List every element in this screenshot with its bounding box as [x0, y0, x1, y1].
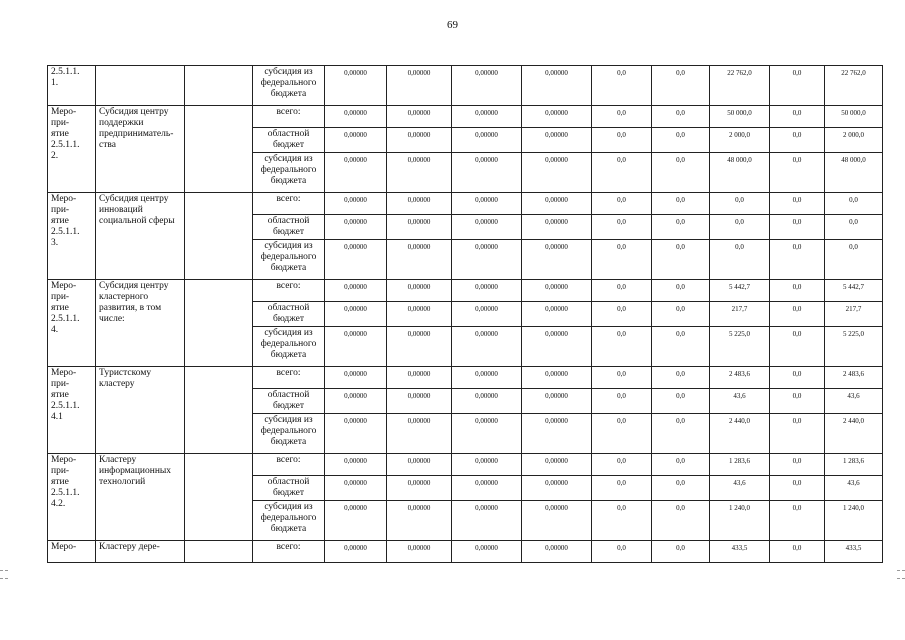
value-cell: 0,00000 [325, 541, 387, 563]
value-cell: 0,0 [652, 66, 710, 106]
activity-code: Меро- при- ятие 2.5.1.1. 3. [48, 193, 96, 280]
value-cell: 5 442,7 [825, 280, 883, 302]
right-edge-mark [897, 578, 905, 579]
value-cell: 0,0 [770, 476, 825, 501]
value-cell: 0,00000 [325, 128, 387, 153]
activity-code: Меро- при- ятие 2.5.1.1. 4.1 [48, 367, 96, 454]
funding-source: субсидия из федерального бюджета [253, 240, 325, 280]
value-cell: 0,0 [592, 153, 652, 193]
value-cell: 0,0 [770, 153, 825, 193]
value-cell: 5 225,0 [710, 327, 770, 367]
table-row [48, 454, 883, 476]
value-cell: 0,00000 [452, 367, 522, 389]
value-cell: 0,0 [770, 193, 825, 215]
value-cell: 0,00000 [452, 414, 522, 454]
value-cell: 0,0 [652, 193, 710, 215]
activity-code: Меро- [48, 541, 96, 563]
left-edge-mark [0, 578, 8, 579]
value-cell: 0,00000 [325, 153, 387, 193]
value-cell: 0,0 [652, 280, 710, 302]
funding-source: субсидия из федерального бюджета [253, 501, 325, 541]
activity-name: Кластеру информационных технологий [96, 454, 185, 541]
value-cell: 0,0 [652, 541, 710, 563]
value-cell: 0,0 [652, 389, 710, 414]
value-cell: 0,0 [652, 302, 710, 327]
value-cell: 0,00000 [452, 389, 522, 414]
value-cell: 0,0 [592, 389, 652, 414]
value-cell: 0,00000 [325, 240, 387, 280]
value-cell: 0,00000 [325, 193, 387, 215]
value-cell: 0,0 [770, 66, 825, 106]
value-cell: 0,0 [770, 240, 825, 280]
value-cell: 0,00000 [387, 476, 452, 501]
table-row [48, 367, 883, 389]
value-cell: 0,00000 [387, 66, 452, 106]
value-cell: 0,0 [652, 454, 710, 476]
value-cell: 0,00000 [452, 215, 522, 240]
value-cell: 0,00000 [325, 414, 387, 454]
empty-cell [185, 106, 253, 193]
funding-source: областной бюджет [253, 128, 325, 153]
value-cell: 0,0 [825, 215, 883, 240]
value-cell: 0,0 [592, 501, 652, 541]
funding-source: субсидия из федерального бюджета [253, 153, 325, 193]
table-row [48, 106, 883, 128]
value-cell: 2 440,0 [710, 414, 770, 454]
value-cell: 0,0 [592, 414, 652, 454]
value-cell: 0,00000 [522, 302, 592, 327]
activity-code: Меро- при- ятие 2.5.1.1. 4. [48, 280, 96, 367]
value-cell: 0,00000 [452, 153, 522, 193]
value-cell: 1 283,6 [825, 454, 883, 476]
activity-name: Субсидия центру кластерного развития, в том числе: [96, 280, 185, 367]
value-cell: 0,0 [710, 240, 770, 280]
funding-source: всего: [253, 541, 325, 563]
value-cell: 0,00000 [522, 215, 592, 240]
value-cell: 0,00000 [522, 240, 592, 280]
value-cell: 0,00000 [522, 454, 592, 476]
value-cell: 5 442,7 [710, 280, 770, 302]
funding-source: всего: [253, 367, 325, 389]
value-cell: 0,00000 [522, 66, 592, 106]
value-cell: 0,00000 [522, 153, 592, 193]
funding-source: субсидия из федерального бюджета [253, 414, 325, 454]
value-cell: 43,6 [710, 476, 770, 501]
value-cell: 0,00000 [325, 367, 387, 389]
funding-source: областной бюджет [253, 476, 325, 501]
value-cell: 0,0 [652, 501, 710, 541]
value-cell: 0,00000 [452, 454, 522, 476]
funding-source: областной бюджет [253, 215, 325, 240]
empty-cell [185, 454, 253, 541]
funding-source: всего: [253, 280, 325, 302]
value-cell: 43,6 [825, 476, 883, 501]
value-cell: 0,00000 [522, 367, 592, 389]
value-cell: 43,6 [710, 389, 770, 414]
value-cell: 0,00000 [522, 280, 592, 302]
value-cell: 0,0 [592, 193, 652, 215]
value-cell: 0,00000 [452, 476, 522, 501]
funding-source: субсидия из федерального бюджета [253, 327, 325, 367]
value-cell: 0,0 [770, 541, 825, 563]
value-cell: 0,00000 [452, 327, 522, 367]
value-cell: 433,5 [710, 541, 770, 563]
value-cell: 0,00000 [522, 414, 592, 454]
value-cell: 50 000,0 [710, 106, 770, 128]
value-cell: 0,00000 [387, 302, 452, 327]
value-cell: 0,00000 [522, 476, 592, 501]
page-number: 69 [447, 19, 458, 31]
value-cell: 0,0 [592, 128, 652, 153]
value-cell: 0,0 [710, 215, 770, 240]
value-cell: 0,00000 [387, 541, 452, 563]
value-cell: 0,0 [592, 215, 652, 240]
value-cell: 0,00000 [325, 302, 387, 327]
value-cell: 2 000,0 [825, 128, 883, 153]
empty-cell [185, 280, 253, 367]
value-cell: 0,0 [825, 193, 883, 215]
value-cell: 0,00000 [325, 66, 387, 106]
value-cell: 0,00000 [522, 128, 592, 153]
value-cell: 0,0 [770, 280, 825, 302]
value-cell: 22 762,0 [710, 66, 770, 106]
funding-source: субсидия из федерального бюджета [253, 66, 325, 106]
value-cell: 0,00000 [387, 215, 452, 240]
value-cell: 0,0 [770, 327, 825, 367]
value-cell: 22 762,0 [825, 66, 883, 106]
value-cell: 0,00000 [452, 106, 522, 128]
value-cell: 0,0 [592, 476, 652, 501]
value-cell: 0,0 [770, 454, 825, 476]
value-cell: 5 225,0 [825, 327, 883, 367]
value-cell: 0,0 [652, 476, 710, 501]
table-row [48, 541, 883, 563]
activity-name: Кластеру дере- [96, 541, 185, 563]
value-cell: 0,00000 [452, 280, 522, 302]
value-cell: 0,00000 [522, 541, 592, 563]
value-cell: 0,00000 [325, 106, 387, 128]
value-cell: 0,0 [770, 389, 825, 414]
funding-source: всего: [253, 106, 325, 128]
activity-code: Меро- при- ятие 2.5.1.1. 4.2. [48, 454, 96, 541]
empty-cell [185, 541, 253, 563]
funding-source: областной бюджет [253, 389, 325, 414]
value-cell: 0,00000 [325, 280, 387, 302]
value-cell: 0,0 [592, 302, 652, 327]
value-cell: 0,0 [770, 128, 825, 153]
value-cell: 0,00000 [387, 106, 452, 128]
activity-name: Субсидия центру поддержки предпринимательства [96, 106, 185, 193]
value-cell: 0,0 [652, 367, 710, 389]
value-cell: 1 283,6 [710, 454, 770, 476]
empty-cell [185, 193, 253, 280]
value-cell: 0,00000 [387, 240, 452, 280]
value-cell: 0,0 [592, 106, 652, 128]
activity-name: Субсидия центру инноваций социальной сферы [96, 193, 185, 280]
value-cell: 0,00000 [452, 302, 522, 327]
value-cell: 0,00000 [452, 541, 522, 563]
value-cell: 48 000,0 [710, 153, 770, 193]
activity-name [96, 66, 185, 106]
funding-source: областной бюджет [253, 302, 325, 327]
value-cell: 0,0 [652, 327, 710, 367]
value-cell: 0,00000 [452, 240, 522, 280]
value-cell: 1 240,0 [825, 501, 883, 541]
value-cell: 0,00000 [325, 454, 387, 476]
value-cell: 0,00000 [387, 128, 452, 153]
value-cell: 217,7 [710, 302, 770, 327]
value-cell: 0,00000 [325, 215, 387, 240]
value-cell: 0,00000 [522, 501, 592, 541]
value-cell: 0,0 [652, 153, 710, 193]
value-cell: 0,0 [770, 367, 825, 389]
value-cell: 0,0 [770, 501, 825, 541]
value-cell: 0,00000 [387, 153, 452, 193]
value-cell: 2 483,6 [825, 367, 883, 389]
value-cell: 0,00000 [452, 193, 522, 215]
value-cell: 0,00000 [387, 367, 452, 389]
left-edge-mark [0, 570, 8, 571]
value-cell: 0,00000 [325, 389, 387, 414]
right-edge-mark [897, 570, 905, 571]
table-row [48, 66, 883, 106]
value-cell: 0,0 [770, 302, 825, 327]
value-cell: 0,00000 [452, 66, 522, 106]
value-cell: 0,0 [592, 454, 652, 476]
value-cell: 0,00000 [387, 501, 452, 541]
table-row [48, 280, 883, 302]
value-cell: 0,00000 [325, 501, 387, 541]
table-row [48, 193, 883, 215]
value-cell: 0,00000 [522, 327, 592, 367]
value-cell: 2 483,6 [710, 367, 770, 389]
value-cell: 0,0 [652, 240, 710, 280]
value-cell: 0,00000 [325, 327, 387, 367]
value-cell: 0,00000 [522, 389, 592, 414]
value-cell: 0,0 [652, 128, 710, 153]
value-cell: 0,00000 [522, 106, 592, 128]
value-cell: 0,0 [770, 215, 825, 240]
activity-name: Туристскому кластеру [96, 367, 185, 454]
value-cell: 0,0 [770, 414, 825, 454]
value-cell: 2 440,0 [825, 414, 883, 454]
value-cell: 0,0 [592, 280, 652, 302]
funding-source: всего: [253, 454, 325, 476]
funding-source: всего: [253, 193, 325, 215]
value-cell: 0,00000 [387, 454, 452, 476]
value-cell: 0,0 [770, 106, 825, 128]
value-cell: 0,00000 [387, 414, 452, 454]
value-cell: 0,00000 [452, 501, 522, 541]
value-cell: 0,0 [652, 215, 710, 240]
value-cell: 0,00000 [387, 389, 452, 414]
value-cell: 1 240,0 [710, 501, 770, 541]
value-cell: 0,0 [710, 193, 770, 215]
value-cell: 0,0 [592, 367, 652, 389]
activity-code: 2.5.1.1. 1. [48, 66, 96, 106]
value-cell: 0,0 [592, 327, 652, 367]
value-cell: 2 000,0 [710, 128, 770, 153]
value-cell: 0,00000 [387, 327, 452, 367]
empty-cell [185, 66, 253, 106]
value-cell: 0,0 [592, 240, 652, 280]
value-cell: 0,00000 [325, 476, 387, 501]
value-cell: 0,00000 [387, 280, 452, 302]
activity-code: Меро- при- ятие 2.5.1.1. 2. [48, 106, 96, 193]
budget-table [47, 65, 883, 563]
empty-cell [185, 367, 253, 454]
value-cell: 0,0 [592, 66, 652, 106]
value-cell: 0,00000 [452, 128, 522, 153]
value-cell: 0,0 [825, 240, 883, 280]
value-cell: 0,0 [652, 106, 710, 128]
value-cell: 433,5 [825, 541, 883, 563]
value-cell: 43,6 [825, 389, 883, 414]
value-cell: 0,0 [652, 414, 710, 454]
value-cell: 0,00000 [387, 193, 452, 215]
value-cell: 0,0 [592, 541, 652, 563]
value-cell: 48 000,0 [825, 153, 883, 193]
value-cell: 0,00000 [522, 193, 592, 215]
value-cell: 50 000,0 [825, 106, 883, 128]
value-cell: 217,7 [825, 302, 883, 327]
